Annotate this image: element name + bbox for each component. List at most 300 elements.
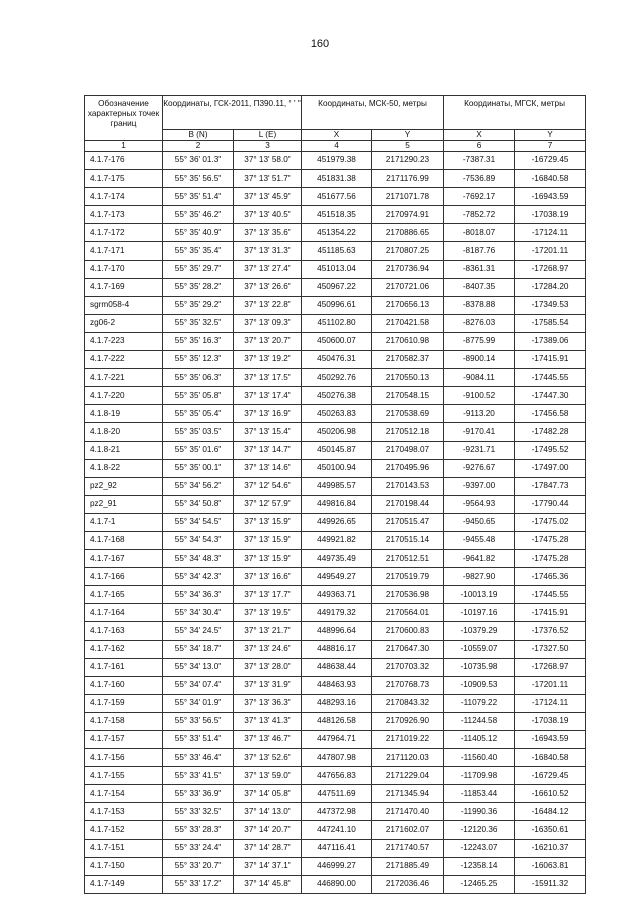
cell-msk-y: 2171120.03 — [372, 749, 444, 767]
table-row — [85, 369, 586, 387]
cell-mgsk-y: -17124.11 — [515, 694, 586, 712]
cell-mgsk-x: -8900.14 — [444, 351, 515, 369]
cell-msk-x: 451354.22 — [302, 224, 372, 242]
header-mgsk-x: X — [444, 130, 515, 141]
table-row — [85, 731, 586, 749]
cell-b: 55° 35' 46.2" — [163, 206, 234, 224]
cell-mgsk-x: -8378.88 — [444, 296, 515, 314]
cell-l: 37° 13' 59.0" — [234, 767, 302, 785]
cell-point-label: 4.1.7-166 — [85, 568, 163, 586]
cell-b: 55° 33' 41.5" — [163, 767, 234, 785]
cell-b: 55° 34' 54.3" — [163, 531, 234, 549]
cell-mgsk-x: -9397.00 — [444, 477, 515, 495]
cell-msk-x: 447807.98 — [302, 749, 372, 767]
cell-b: 55° 35' 05.4" — [163, 405, 234, 423]
table-row — [85, 314, 586, 332]
cell-b: 55° 34' 07.4" — [163, 676, 234, 694]
table-row — [85, 188, 586, 206]
cell-mgsk-y: -17475.28 — [515, 550, 586, 568]
cell-msk-x: 451518.35 — [302, 206, 372, 224]
cell-msk-y: 2170536.98 — [372, 586, 444, 604]
cell-point-label: 4.1.7-154 — [85, 785, 163, 803]
cell-b: 55° 33' 56.5" — [163, 712, 234, 730]
cell-mgsk-y: -16943.59 — [515, 188, 586, 206]
cell-point-label: 4.1.7-168 — [85, 531, 163, 549]
cell-mgsk-y: -17201.11 — [515, 242, 586, 260]
cell-l: 37° 13' 28.0" — [234, 658, 302, 676]
cell-msk-y: 2170703.32 — [372, 658, 444, 676]
cell-msk-x: 447964.71 — [302, 731, 372, 749]
cell-mgsk-x: -9100.52 — [444, 387, 515, 405]
cell-b: 55° 34' 54.5" — [163, 513, 234, 531]
cell-point-label: 4.1.8-22 — [85, 459, 163, 477]
cell-msk-y: 2170564.01 — [372, 604, 444, 622]
cell-mgsk-y: -16943.59 — [515, 731, 586, 749]
cell-b: 55° 35' 12.3" — [163, 351, 234, 369]
cell-l: 37° 13' 52.6" — [234, 749, 302, 767]
cell-mgsk-x: -9827.90 — [444, 568, 515, 586]
cell-point-label: zg06-2 — [85, 314, 163, 332]
cell-l: 37° 14' 37.1" — [234, 857, 302, 875]
cell-point-label: 4.1.7-163 — [85, 622, 163, 640]
cell-l: 37° 13' 17.4" — [234, 387, 302, 405]
cell-msk-x: 449816.84 — [302, 495, 372, 513]
cell-mgsk-y: -16350.61 — [515, 821, 586, 839]
cell-msk-y: 2170600.83 — [372, 622, 444, 640]
page-number: 160 — [310, 38, 330, 50]
cell-l: 37° 13' 14.7" — [234, 441, 302, 459]
cell-msk-x: 450967.22 — [302, 278, 372, 296]
cell-msk-y: 2171345.94 — [372, 785, 444, 803]
column-number: 7 — [515, 141, 586, 152]
cell-msk-x: 449179.32 — [302, 604, 372, 622]
cell-b: 55° 33' 28.3" — [163, 821, 234, 839]
cell-msk-x: 447241.10 — [302, 821, 372, 839]
cell-point-label: 4.1.7-167 — [85, 550, 163, 568]
cell-msk-y: 2170498.07 — [372, 441, 444, 459]
cell-point-label: 4.1.7-155 — [85, 767, 163, 785]
cell-b: 55° 34' 18.7" — [163, 640, 234, 658]
cell-msk-x: 450100.94 — [302, 459, 372, 477]
cell-b: 55° 34' 36.3" — [163, 586, 234, 604]
table-row — [85, 875, 586, 893]
cell-l: 37° 13' 31.9" — [234, 676, 302, 694]
cell-b: 55° 33' 24.4" — [163, 839, 234, 857]
cell-msk-x: 450206.98 — [302, 423, 372, 441]
cell-point-label: 4.1.7-149 — [85, 875, 163, 893]
table-row — [85, 531, 586, 549]
cell-msk-x: 451831.38 — [302, 170, 372, 188]
cell-mgsk-y: -17790.44 — [515, 495, 586, 513]
cell-msk-y: 2171470.40 — [372, 803, 444, 821]
cell-msk-y: 2171885.49 — [372, 857, 444, 875]
table-row — [85, 477, 586, 495]
table-row — [85, 351, 586, 369]
table-row — [85, 550, 586, 568]
cell-msk-y: 2170548.15 — [372, 387, 444, 405]
cell-point-label: 4.1.7-174 — [85, 188, 163, 206]
cell-b: 55° 36' 01.3" — [163, 152, 234, 170]
cell-mgsk-x: -11244.58 — [444, 712, 515, 730]
cell-mgsk-y: -16210.37 — [515, 839, 586, 857]
cell-msk-y: 2170926.90 — [372, 712, 444, 730]
cell-l: 37° 14' 20.7" — [234, 821, 302, 839]
cell-mgsk-x: -7536.89 — [444, 170, 515, 188]
table-row — [85, 568, 586, 586]
cell-l: 37° 13' 17.7" — [234, 586, 302, 604]
cell-msk-y: 2170512.51 — [372, 550, 444, 568]
cell-point-label: pz2_91 — [85, 495, 163, 513]
cell-mgsk-x: -7692.17 — [444, 188, 515, 206]
cell-mgsk-y: -17349.53 — [515, 296, 586, 314]
cell-msk-y: 2170519.79 — [372, 568, 444, 586]
cell-b: 55° 33' 17.2" — [163, 875, 234, 893]
table-row — [85, 622, 586, 640]
cell-msk-x: 447656.83 — [302, 767, 372, 785]
cell-mgsk-x: -11405.12 — [444, 731, 515, 749]
table-row — [85, 767, 586, 785]
cell-point-label: 4.1.7-170 — [85, 260, 163, 278]
cell-msk-x: 449549.27 — [302, 568, 372, 586]
cell-mgsk-x: -9231.71 — [444, 441, 515, 459]
cell-mgsk-x: -8187.76 — [444, 242, 515, 260]
cell-mgsk-x: -9450.65 — [444, 513, 515, 531]
cell-mgsk-y: -17482.28 — [515, 423, 586, 441]
cell-msk-x: 450600.07 — [302, 332, 372, 350]
cell-l: 37° 13' 20.7" — [234, 332, 302, 350]
column-number: 2 — [163, 141, 234, 152]
cell-b: 55° 35' 01.6" — [163, 441, 234, 459]
table-row — [85, 332, 586, 350]
cell-mgsk-x: -9455.48 — [444, 531, 515, 549]
cell-l: 37° 13' 24.6" — [234, 640, 302, 658]
cell-l: 37° 12' 54.6" — [234, 477, 302, 495]
cell-msk-y: 2171740.57 — [372, 839, 444, 857]
cell-mgsk-y: -17327.50 — [515, 640, 586, 658]
cell-msk-y: 2170768.73 — [372, 676, 444, 694]
cell-point-label: 4.1.7-223 — [85, 332, 163, 350]
cell-point-label: 4.1.7-160 — [85, 676, 163, 694]
cell-mgsk-y: -17585.54 — [515, 314, 586, 332]
cell-mgsk-x: -10013.19 — [444, 586, 515, 604]
cell-mgsk-y: -17415.91 — [515, 604, 586, 622]
cell-l: 37° 14' 05.8" — [234, 785, 302, 803]
table-row — [85, 513, 586, 531]
cell-point-label: 4.1.7-150 — [85, 857, 163, 875]
table-row — [85, 857, 586, 875]
cell-msk-y: 2170843.32 — [372, 694, 444, 712]
cell-msk-y: 2170515.14 — [372, 531, 444, 549]
cell-mgsk-x: -11079.22 — [444, 694, 515, 712]
cell-msk-y: 2171019.22 — [372, 731, 444, 749]
cell-mgsk-y: -17284.20 — [515, 278, 586, 296]
cell-mgsk-x: -7387.31 — [444, 152, 515, 170]
cell-l: 37° 13' 26.6" — [234, 278, 302, 296]
cell-b: 55° 35' 29.7" — [163, 260, 234, 278]
cell-b: 55° 34' 50.8" — [163, 495, 234, 513]
cell-mgsk-y: -16729.45 — [515, 767, 586, 785]
cell-mgsk-x: -12465.25 — [444, 875, 515, 893]
cell-point-label: 4.1.7-176 — [85, 152, 163, 170]
cell-point-label: 4.1.7-151 — [85, 839, 163, 857]
table-row — [85, 170, 586, 188]
table-row — [85, 423, 586, 441]
cell-mgsk-y: -17475.28 — [515, 531, 586, 549]
cell-msk-x: 451102.80 — [302, 314, 372, 332]
table-row — [85, 839, 586, 857]
cell-point-label: 4.1.7-169 — [85, 278, 163, 296]
cell-l: 37° 12' 57.9" — [234, 495, 302, 513]
cell-l: 37° 13' 09.3" — [234, 314, 302, 332]
cell-mgsk-x: -7852.72 — [444, 206, 515, 224]
cell-point-label: 4.1.7-162 — [85, 640, 163, 658]
cell-msk-x: 450276.38 — [302, 387, 372, 405]
cell-msk-y: 2170807.25 — [372, 242, 444, 260]
header-column-numbers — [85, 141, 586, 152]
cell-mgsk-x: -9084.11 — [444, 369, 515, 387]
cell-msk-x: 450292.76 — [302, 369, 372, 387]
cell-point-label: pz2_92 — [85, 477, 163, 495]
cell-mgsk-x: -12120.36 — [444, 821, 515, 839]
cell-mgsk-y: -17497.00 — [515, 459, 586, 477]
cell-b: 55° 35' 35.4" — [163, 242, 234, 260]
cell-point-label: 4.1.8-19 — [85, 405, 163, 423]
cell-msk-x: 446999.27 — [302, 857, 372, 875]
cell-l: 37° 13' 21.7" — [234, 622, 302, 640]
header-point-designation: Обозначение характерных точек границ — [85, 96, 163, 141]
cell-l: 37° 13' 19.5" — [234, 604, 302, 622]
cell-msk-y: 2170538.69 — [372, 405, 444, 423]
cell-mgsk-y: -17465.36 — [515, 568, 586, 586]
cell-msk-x: 448638.44 — [302, 658, 372, 676]
coordinates-table — [84, 95, 586, 894]
cell-l: 37° 13' 16.9" — [234, 405, 302, 423]
column-number: 5 — [372, 141, 444, 152]
cell-mgsk-y: -17475.02 — [515, 513, 586, 531]
cell-b: 55° 35' 40.9" — [163, 224, 234, 242]
cell-msk-y: 2171071.78 — [372, 188, 444, 206]
table-header — [85, 96, 586, 152]
cell-mgsk-x: -10559.07 — [444, 640, 515, 658]
cell-l: 37° 13' 19.2" — [234, 351, 302, 369]
cell-msk-y: 2170656.13 — [372, 296, 444, 314]
cell-l: 37° 13' 15.4" — [234, 423, 302, 441]
header-msk-y: Y — [372, 130, 444, 141]
table-row — [85, 712, 586, 730]
cell-msk-y: 2170610.98 — [372, 332, 444, 350]
cell-msk-x: 450476.31 — [302, 351, 372, 369]
cell-mgsk-x: -10197.16 — [444, 604, 515, 622]
cell-point-label: 4.1.7-175 — [85, 170, 163, 188]
cell-msk-x: 447116.41 — [302, 839, 372, 857]
cell-point-label: 4.1.7-1 — [85, 513, 163, 531]
cell-l: 37° 13' 36.3" — [234, 694, 302, 712]
table-row — [85, 387, 586, 405]
cell-b: 55° 34' 24.5" — [163, 622, 234, 640]
cell-mgsk-y: -17268.97 — [515, 658, 586, 676]
cell-msk-y: 2170582.37 — [372, 351, 444, 369]
cell-b: 55° 34' 13.0" — [163, 658, 234, 676]
cell-mgsk-x: -11709.98 — [444, 767, 515, 785]
cell-mgsk-x: -12243.07 — [444, 839, 515, 857]
cell-msk-y: 2170198.44 — [372, 495, 444, 513]
table-row — [85, 640, 586, 658]
cell-mgsk-x: -11853.44 — [444, 785, 515, 803]
cell-mgsk-y: -17445.55 — [515, 369, 586, 387]
cell-mgsk-y: -17456.58 — [515, 405, 586, 423]
table-row — [85, 206, 586, 224]
cell-msk-x: 446890.00 — [302, 875, 372, 893]
column-number: 4 — [302, 141, 372, 152]
header-gsk-group: Координаты, ГСК-2011, П390.11, ° ' " — [163, 96, 302, 130]
cell-mgsk-y: -16610.52 — [515, 785, 586, 803]
cell-msk-y: 2170736.94 — [372, 260, 444, 278]
cell-l: 37° 13' 31.3" — [234, 242, 302, 260]
cell-b: 55° 34' 56.2" — [163, 477, 234, 495]
cell-msk-x: 451677.56 — [302, 188, 372, 206]
cell-msk-x: 448463.93 — [302, 676, 372, 694]
cell-msk-x: 451979.38 — [302, 152, 372, 170]
cell-mgsk-x: -9564.93 — [444, 495, 515, 513]
cell-mgsk-y: -17415.91 — [515, 351, 586, 369]
cell-point-label: 4.1.7-165 — [85, 586, 163, 604]
cell-b: 55° 35' 16.3" — [163, 332, 234, 350]
cell-l: 37° 13' 16.6" — [234, 568, 302, 586]
table-row — [85, 495, 586, 513]
cell-mgsk-x: -11990.36 — [444, 803, 515, 821]
header-mgsk-y: Y — [515, 130, 586, 141]
table-row — [85, 224, 586, 242]
cell-msk-y: 2170421.58 — [372, 314, 444, 332]
cell-point-label: 4.1.7-220 — [85, 387, 163, 405]
cell-b: 55° 34' 01.9" — [163, 694, 234, 712]
cell-point-label: 4.1.7-157 — [85, 731, 163, 749]
cell-l: 37° 13' 17.5" — [234, 369, 302, 387]
cell-mgsk-y: -16729.45 — [515, 152, 586, 170]
cell-b: 55° 34' 48.3" — [163, 550, 234, 568]
cell-b: 55° 35' 56.5" — [163, 170, 234, 188]
cell-l: 37° 13' 40.5" — [234, 206, 302, 224]
cell-msk-y: 2171176.99 — [372, 170, 444, 188]
cell-l: 37° 13' 22.8" — [234, 296, 302, 314]
cell-mgsk-x: -9276.67 — [444, 459, 515, 477]
cell-msk-y: 2170512.18 — [372, 423, 444, 441]
column-number: 3 — [234, 141, 302, 152]
cell-msk-y: 2170974.91 — [372, 206, 444, 224]
cell-mgsk-y: -15911.32 — [515, 875, 586, 893]
cell-point-label: 4.1.7-173 — [85, 206, 163, 224]
cell-mgsk-x: -8361.31 — [444, 260, 515, 278]
cell-msk-x: 449985.57 — [302, 477, 372, 495]
cell-point-label: 4.1.8-21 — [85, 441, 163, 459]
cell-msk-y: 2170143.53 — [372, 477, 444, 495]
table-row — [85, 296, 586, 314]
table-row — [85, 441, 586, 459]
cell-b: 55° 33' 32.5" — [163, 803, 234, 821]
header-msk-group: Координаты, МСК-50, метры — [302, 96, 444, 130]
cell-msk-x: 448816.17 — [302, 640, 372, 658]
cell-msk-y: 2170515.47 — [372, 513, 444, 531]
table-row — [85, 694, 586, 712]
cell-mgsk-x: -9641.82 — [444, 550, 515, 568]
cell-msk-y: 2170647.30 — [372, 640, 444, 658]
cell-b: 55° 35' 06.3" — [163, 369, 234, 387]
header-mgsk-group: Координаты, МГСК, метры — [444, 96, 586, 130]
table-body — [85, 152, 586, 894]
cell-mgsk-y: -16840.58 — [515, 749, 586, 767]
cell-mgsk-x: -10909.53 — [444, 676, 515, 694]
cell-msk-y: 2171602.07 — [372, 821, 444, 839]
cell-mgsk-y: -17376.52 — [515, 622, 586, 640]
cell-msk-x: 448126.58 — [302, 712, 372, 730]
table-row — [85, 604, 586, 622]
cell-b: 55° 33' 36.9" — [163, 785, 234, 803]
cell-msk-x: 451185.63 — [302, 242, 372, 260]
cell-b: 55° 34' 30.4" — [163, 604, 234, 622]
cell-mgsk-y: -17038.19 — [515, 712, 586, 730]
cell-mgsk-x: -8407.35 — [444, 278, 515, 296]
cell-b: 55° 35' 51.4" — [163, 188, 234, 206]
cell-point-label: sgrm058-4 — [85, 296, 163, 314]
cell-msk-x: 447511.69 — [302, 785, 372, 803]
cell-l: 37° 14' 13.0" — [234, 803, 302, 821]
cell-b: 55° 35' 32.5" — [163, 314, 234, 332]
column-number: 1 — [85, 141, 163, 152]
cell-mgsk-y: -17447.30 — [515, 387, 586, 405]
cell-point-label: 4.1.7-153 — [85, 803, 163, 821]
cell-point-label: 4.1.7-221 — [85, 369, 163, 387]
table-row — [85, 242, 586, 260]
cell-mgsk-x: -10735.98 — [444, 658, 515, 676]
cell-b: 55° 35' 00.1" — [163, 459, 234, 477]
cell-msk-y: 2171290.23 — [372, 152, 444, 170]
cell-b: 55° 33' 51.4" — [163, 731, 234, 749]
cell-point-label: 4.1.7-152 — [85, 821, 163, 839]
cell-mgsk-y: -16063.81 — [515, 857, 586, 875]
cell-point-label: 4.1.7-222 — [85, 351, 163, 369]
table-row — [85, 676, 586, 694]
table-row — [85, 260, 586, 278]
cell-b: 55° 35' 05.8" — [163, 387, 234, 405]
cell-point-label: 4.1.7-159 — [85, 694, 163, 712]
cell-msk-x: 449735.49 — [302, 550, 372, 568]
cell-mgsk-y: -17445.55 — [515, 586, 586, 604]
cell-l: 37° 13' 15.9" — [234, 550, 302, 568]
table-row — [85, 658, 586, 676]
cell-mgsk-y: -17389.06 — [515, 332, 586, 350]
cell-mgsk-y: -17201.11 — [515, 676, 586, 694]
cell-l: 37° 14' 45.8" — [234, 875, 302, 893]
cell-msk-x: 447372.98 — [302, 803, 372, 821]
header-l-col: L (E) — [234, 130, 302, 141]
cell-point-label: 4.1.7-156 — [85, 749, 163, 767]
cell-l: 37° 13' 58.0" — [234, 152, 302, 170]
cell-mgsk-x: -8775.99 — [444, 332, 515, 350]
cell-point-label: 4.1.7-161 — [85, 658, 163, 676]
cell-msk-x: 449363.71 — [302, 586, 372, 604]
cell-msk-y: 2171229.04 — [372, 767, 444, 785]
cell-mgsk-y: -17495.52 — [515, 441, 586, 459]
cell-msk-x: 448293.16 — [302, 694, 372, 712]
cell-msk-x: 448996.64 — [302, 622, 372, 640]
table-row — [85, 459, 586, 477]
cell-msk-x: 450996.61 — [302, 296, 372, 314]
cell-mgsk-y: -17847.73 — [515, 477, 586, 495]
cell-mgsk-y: -17038.19 — [515, 206, 586, 224]
table-row — [85, 586, 586, 604]
cell-mgsk-x: -8018.07 — [444, 224, 515, 242]
cell-point-label: 4.1.7-171 — [85, 242, 163, 260]
